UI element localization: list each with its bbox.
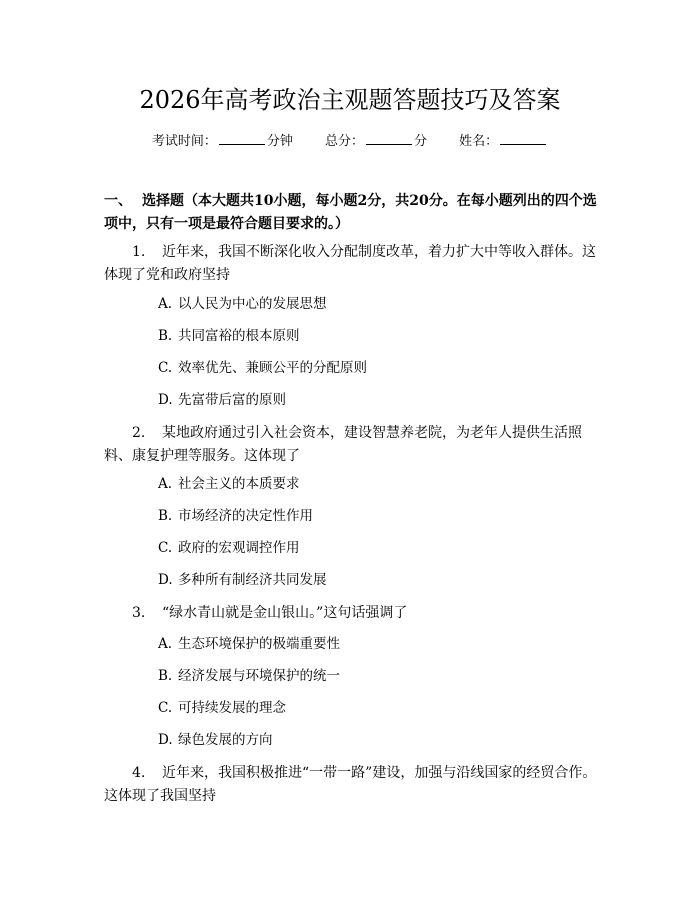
exam-time-unit: 分钟 (266, 134, 293, 149)
option-text: 效率优先、兼顾公平的分配原则 (178, 360, 367, 376)
option-text: 可持续发展的理念 (178, 700, 286, 716)
question-text: 近年来，我国不断深化收入分配制度改革，着力扩大中等收入群体。这体现了党和政府坚持 (104, 244, 596, 283)
total-score-blank (366, 131, 412, 145)
question-3-option-c (158, 698, 598, 718)
name-field (459, 131, 548, 151)
question-4 (104, 762, 600, 808)
name-label: 姓名： (459, 134, 499, 149)
total-score-label: 总分： (324, 134, 364, 149)
option-letter: B. (158, 328, 173, 344)
option-text: 政府的宏观调控作用 (178, 540, 300, 556)
question-2 (104, 422, 600, 468)
option-text: 先富带后富的原则 (178, 392, 286, 408)
option-text: 社会主义的本质要求 (178, 476, 300, 492)
option-text: 绿色发展的方向 (178, 732, 273, 748)
question-number: 2. (132, 425, 146, 441)
option-text: 以人民为中心的发展思想 (178, 296, 327, 312)
question-number: 3. (132, 605, 146, 621)
question-1-option-d (158, 390, 598, 410)
question-3-option-b (158, 666, 598, 686)
question-3-option-a (158, 634, 598, 654)
option-letter: D. (158, 392, 173, 408)
section-number: 一、 (104, 193, 132, 209)
option-letter: C. (158, 700, 173, 716)
option-letter: D. (158, 732, 173, 748)
option-letter: B. (158, 668, 173, 684)
question-3-option-d (158, 730, 598, 750)
option-text: 市场经济的决定性作用 (178, 508, 313, 524)
option-letter: A. (158, 476, 173, 492)
option-text: 共同富裕的根本原则 (178, 328, 300, 344)
exam-time-blank (219, 131, 265, 145)
total-score-unit: 分 (414, 134, 428, 149)
document-title: 2026年高考政治主观题答题技巧及答案 (139, 86, 561, 114)
exam-time-label: 考试时间： (151, 134, 217, 149)
option-letter: A. (158, 296, 173, 312)
option-letter: D. (158, 572, 173, 588)
question-1-option-c (158, 358, 598, 378)
total-score-field (325, 131, 427, 151)
question-3 (104, 602, 600, 625)
exam-time-field (152, 131, 293, 151)
question-number: 1. (132, 244, 146, 260)
section-header (104, 190, 600, 236)
exam-info (0, 131, 700, 151)
option-letter: C. (158, 360, 173, 376)
question-2-option-d (158, 570, 598, 590)
name-blank (500, 131, 546, 145)
question-text: 某地政府通过引入社会资本，建设智慧养老院，为老年人提供生活照料、康复护理等服务。这体现了 (104, 425, 582, 464)
question-2-option-a (158, 474, 598, 494)
question-2-option-b (158, 506, 598, 526)
option-text: 经济发展与环境保护的统一 (178, 668, 340, 684)
section-instructions: 选择题（本大题共10小题，每小题2分，共20分。在每小题列出的四个选项中，只有一项是最符合题目要求的。） (104, 193, 597, 232)
option-text: 生态环境保护的极端重要性 (178, 636, 340, 652)
question-1-option-a (158, 294, 598, 314)
question-1-option-b (158, 326, 598, 346)
option-text: 多种所有制经济共同发展 (178, 572, 327, 588)
question-text: “绿水青山就是金山银山。”这句话强调了 (162, 605, 408, 621)
option-letter: B. (158, 508, 173, 524)
question-text: 近年来，我国积极推进“一带一路”建设，加强与沿线国家的经贸合作。这体现了我国坚持 (104, 765, 597, 804)
option-letter: C. (158, 540, 173, 556)
question-1 (104, 241, 600, 287)
option-letter: A. (158, 636, 173, 652)
question-number: 4. (132, 765, 146, 781)
question-2-option-c (158, 538, 598, 558)
